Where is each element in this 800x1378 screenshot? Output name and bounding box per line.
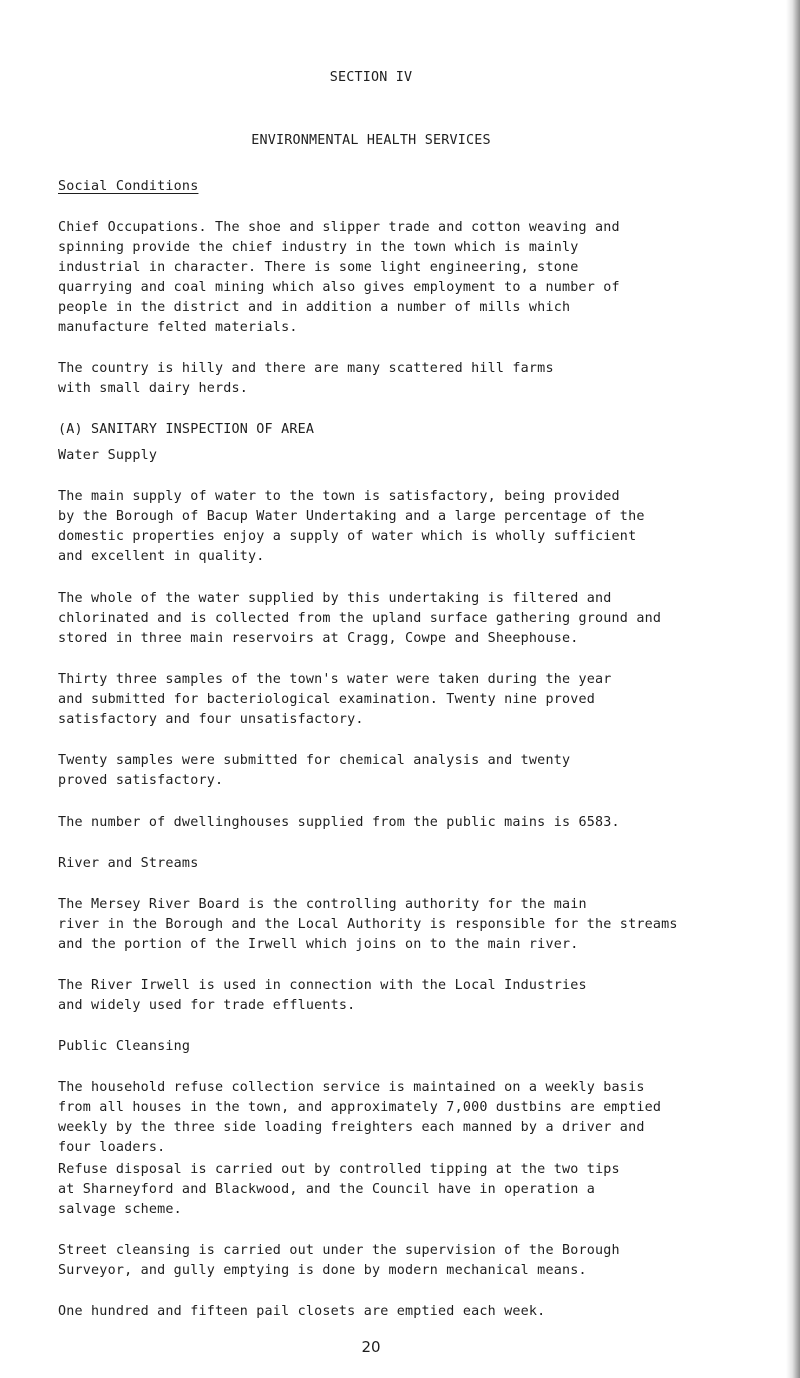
text-line: Chief Occupations. The shoe and slipper trade and cotton weaving and bbox=[58, 220, 620, 235]
text-line: domestic properties enjoy a supply of water which is wholly sufficient bbox=[58, 529, 637, 544]
text-line: Twenty samples were submitted for chemical analysis and twenty bbox=[58, 753, 571, 768]
text-line: quarrying and coal mining which also gives employment to a number of bbox=[58, 280, 620, 295]
text-line: stored in three main reservoirs at Cragg, Cowpe and Sheephouse. bbox=[58, 631, 579, 646]
text-line: and submitted for bacteriological examination. Twenty nine proved bbox=[58, 692, 596, 707]
text-line: Thirty three samples of the town's water were taken during the year bbox=[58, 672, 612, 687]
text-line: Refuse disposal is carried out by controlled tipping at the two tips bbox=[58, 1162, 620, 1177]
text-line: spinning provide the chief industry in the town which is mainly bbox=[58, 240, 579, 255]
text-line: four loaders. bbox=[58, 1140, 166, 1155]
page-number: 20 bbox=[361, 1338, 381, 1356]
text-line: salvage scheme. bbox=[58, 1202, 182, 1217]
text-line: The number of dwellinghouses supplied from the public mains is 6583. bbox=[58, 815, 620, 830]
water-supply-heading: Water Supply bbox=[58, 448, 158, 463]
text-line: proved satisfactory. bbox=[58, 773, 224, 788]
social-conditions-heading: Social Conditions bbox=[58, 179, 199, 194]
scan-edge-shadow bbox=[786, 0, 800, 1378]
main-heading: ENVIRONMENTAL HEALTH SERVICES bbox=[251, 133, 491, 148]
text-line: with small dairy herds. bbox=[58, 381, 249, 396]
text-line: The River Irwell is used in connection with the Local Industries bbox=[58, 978, 587, 993]
text-line: river in the Borough and the Local Authority is responsible for the streams bbox=[58, 917, 678, 932]
sanitary-inspection-heading: (A) SANITARY INSPECTION OF AREA bbox=[58, 422, 315, 437]
text-line: The household refuse collection service is maintained on a weekly basis bbox=[58, 1080, 645, 1095]
text-line: and excellent in quality. bbox=[58, 549, 265, 564]
text-line: The country is hilly and there are many scattered hill farms bbox=[58, 361, 554, 376]
text-line: and the portion of the Irwell which joins on to the main river. bbox=[58, 937, 579, 952]
text-line: Surveyor, and gully emptying is done by modern mechanical means. bbox=[58, 1263, 587, 1278]
text-line: by the Borough of Bacup Water Undertaking and a large percentage of the bbox=[58, 509, 645, 524]
text-line: industrial in character. There is some light engineering, stone bbox=[58, 260, 579, 275]
text-line: people in the district and in addition a number of mills which bbox=[58, 300, 571, 315]
text-line: manufacture felted materials. bbox=[58, 320, 298, 335]
text-line: and widely used for trade effluents. bbox=[58, 998, 356, 1013]
text-line: The main supply of water to the town is satisfactory, being provided bbox=[58, 489, 620, 504]
public-cleansing-heading: Public Cleansing bbox=[58, 1039, 191, 1054]
text-line: from all houses in the town, and approximately 7,000 dustbins are emptied bbox=[58, 1100, 662, 1115]
text-line: Street cleansing is carried out under the supervision of the Borough bbox=[58, 1243, 620, 1258]
text-line: The whole of the water supplied by this undertaking is filtered and bbox=[58, 591, 612, 606]
text-line: at Sharneyford and Blackwood, and the Council have in operation a bbox=[58, 1182, 596, 1197]
river-streams-heading: River and Streams bbox=[58, 856, 199, 871]
text-line: The Mersey River Board is the controlling authority for the main bbox=[58, 897, 587, 912]
text-line: satisfactory and four unsatisfactory. bbox=[58, 712, 364, 727]
text-line: chlorinated and is collected from the upland surface gathering ground and bbox=[58, 611, 662, 626]
text-line: weekly by the three side loading freighters each manned by a driver and bbox=[58, 1120, 645, 1135]
text-line: One hundred and fifteen pail closets are emptied each week. bbox=[58, 1304, 546, 1319]
section-title: SECTION IV bbox=[329, 70, 413, 85]
